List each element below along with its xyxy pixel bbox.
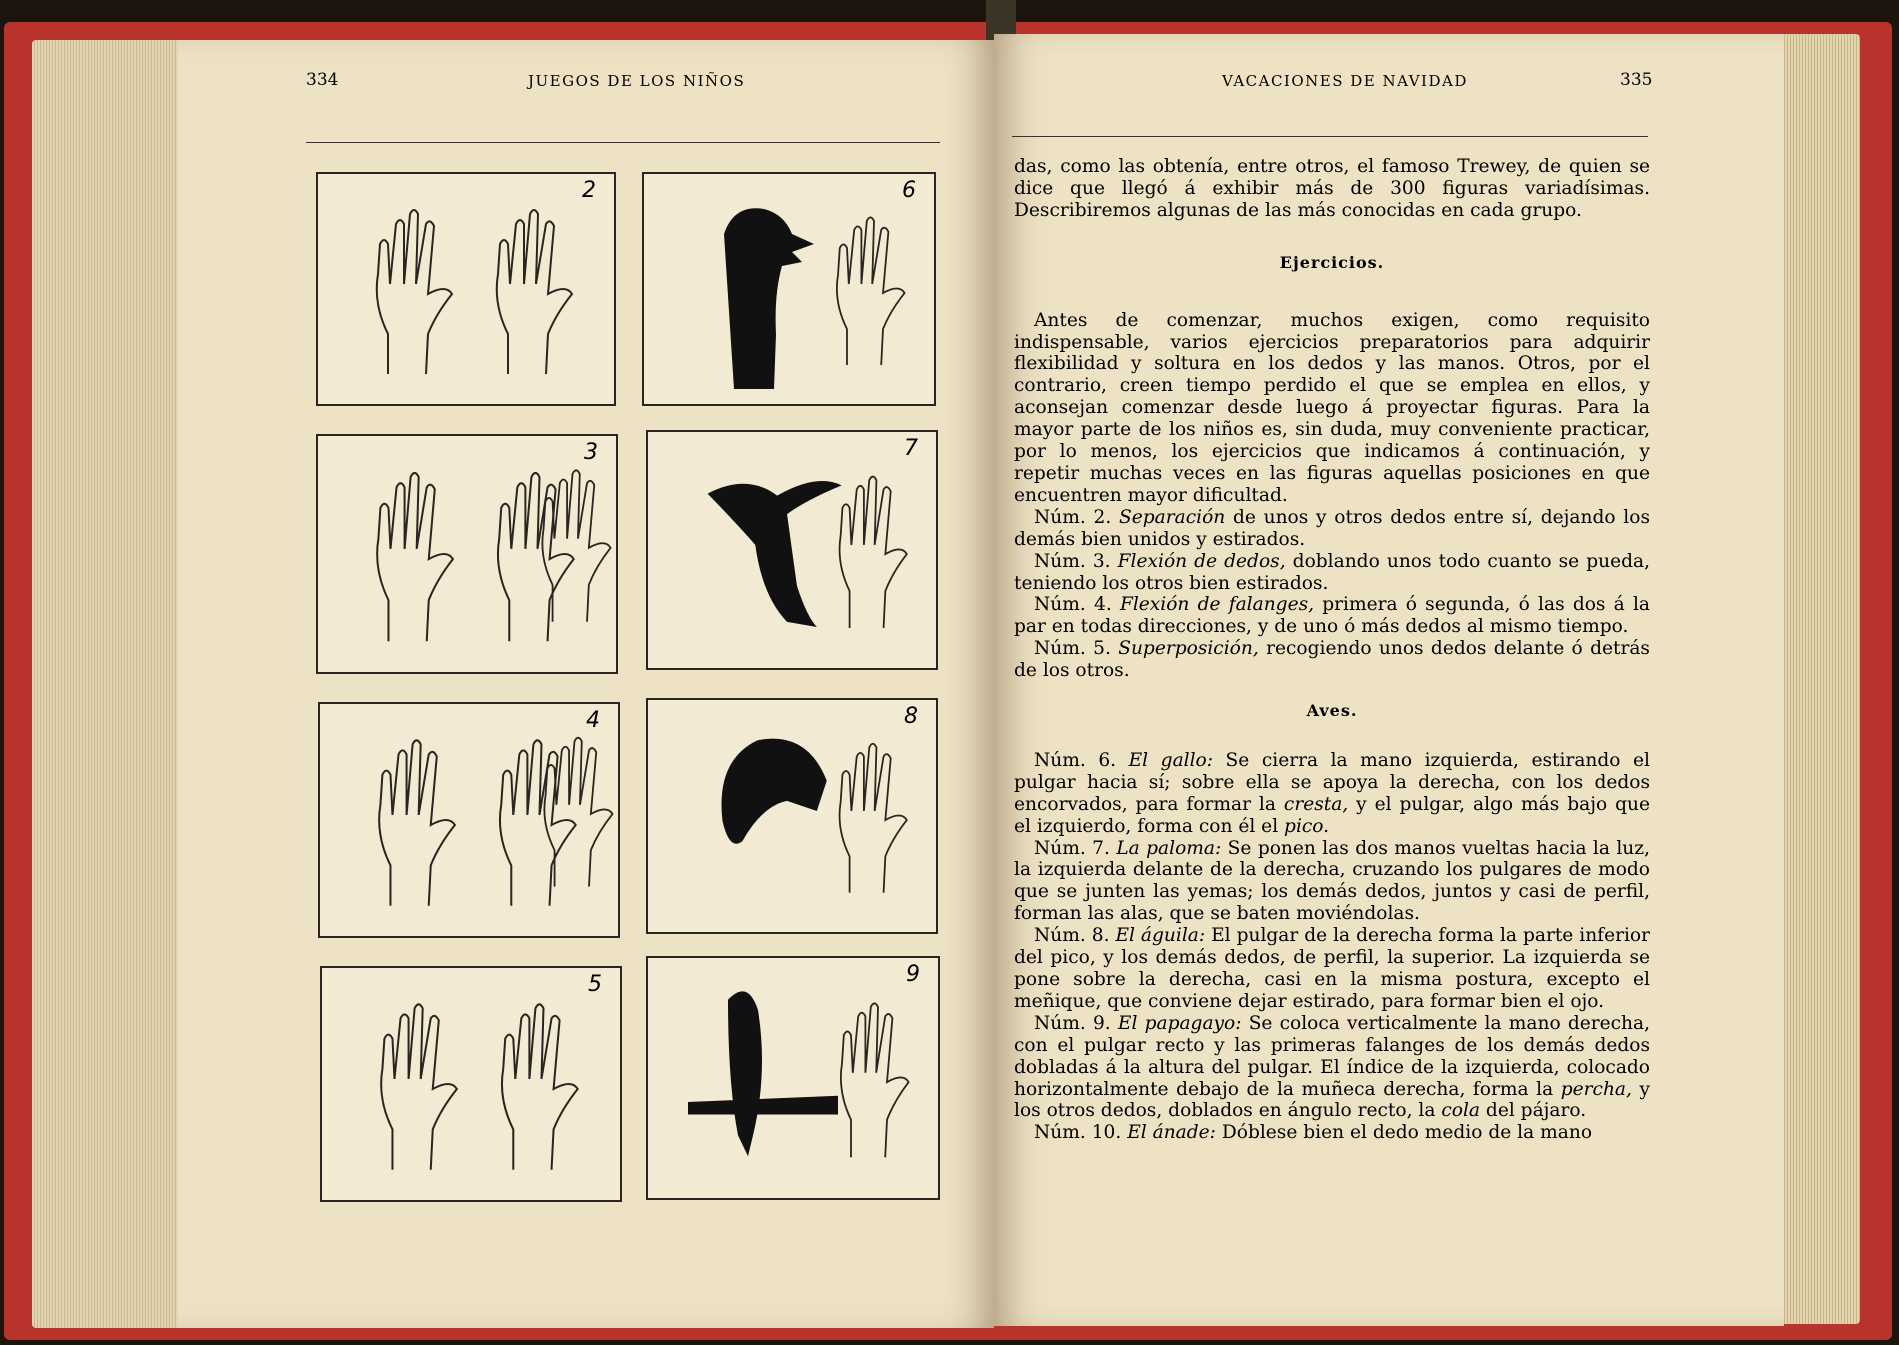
item-number: Núm. 5. bbox=[1034, 638, 1119, 660]
item-text: del pájaro. bbox=[1480, 1100, 1587, 1122]
heading-ejercicios: Ejercicios. bbox=[1279, 252, 1385, 272]
ave-item bbox=[1014, 838, 1650, 926]
item-number: Núm. 7. bbox=[1034, 837, 1117, 859]
item-number: Núm. 4. bbox=[1034, 594, 1120, 616]
item-text: Se ponen las dos manos vueltas hacia la luz, la izquierda delante de la derecha, cruzando los pulgares de modo que se junten las yemas; los demás dedos, juntos y casi de perfil, forman las alas, que se baten moviéndolas. bbox=[1014, 837, 1650, 925]
figure-7 bbox=[646, 430, 938, 670]
figure-5 bbox=[320, 966, 622, 1202]
figure-9 bbox=[646, 956, 940, 1200]
item-text: El pulgar de la derecha forma la parte inferior del pico, y los demás dedos, de perfil, la superior. La izquierda se pone sobre la derecha, casi en la misma postura, excepto el meñique, que conviene dejar estirado, para formar bien el ojo. bbox=[1014, 925, 1650, 1012]
item-number: Núm. 2. bbox=[1034, 506, 1119, 528]
item-number: Núm. 6. bbox=[1034, 749, 1129, 771]
item-title: El gallo: bbox=[1128, 749, 1214, 771]
item-title: Flexión de falanges, bbox=[1119, 594, 1315, 616]
item-number: Núm. 8. bbox=[1034, 925, 1116, 947]
figure-3 bbox=[316, 434, 618, 674]
item-text: Dóblese bien el dedo medio de la mano bbox=[1215, 1122, 1593, 1144]
figure-4 bbox=[318, 702, 620, 938]
aves-list bbox=[1014, 750, 1650, 1144]
item-text: primera ó segunda, ó las dos á la par en todas direcciones, y de uno ó más dedos al mismo tiempo. bbox=[1014, 594, 1650, 638]
item-number: Núm. 9. bbox=[1034, 1012, 1118, 1034]
item-emph: cresta, bbox=[1283, 793, 1349, 815]
item-title: Superposición, bbox=[1118, 638, 1259, 660]
item-title: El águila: bbox=[1115, 925, 1206, 947]
figure-number: 7 bbox=[904, 436, 918, 461]
figure-number: 9 bbox=[906, 962, 920, 987]
ave-item bbox=[1014, 750, 1650, 838]
item-text: Se cierra la mano izquierda, estirando el pulgar hacia sí; sobre ella se apoya la derecha, con los dedos encorvados, para formar la bbox=[1014, 749, 1650, 815]
ejercicios-paragraph: Antes de comenzar, muchos exigen, como requisito indispensable, varios ejercicios preparatorios para adquirir flexibilidad y soltura en los dedos y las manos. Otros, por el contrario, creen tiempo perdido el que se emplea en ellos, y aconsejan comenzar desde luego á proyectar figuras. Para la mayor parte de los niños es, sin duda, muy conveniente practicar, por lo menos, los ejercicios que indicamos á continuación, y repetir muchas veces en las figuras aquellas posiciones en que encuentren mayor dificultad. bbox=[1014, 309, 1650, 506]
ejercicio-item bbox=[1014, 507, 1650, 551]
figure-number: 3 bbox=[584, 440, 598, 465]
ave-item bbox=[1014, 1122, 1650, 1144]
right-text-column bbox=[1014, 156, 1650, 1144]
left-header-rule bbox=[306, 142, 940, 143]
figure-6 bbox=[642, 172, 936, 406]
figure-2 bbox=[316, 172, 616, 406]
item-title: La paloma: bbox=[1116, 837, 1222, 859]
ave-item bbox=[1014, 1013, 1650, 1123]
item-text: Se coloca verticalmente la mano derecha, con el pulgar recto y las primeras falanges de los demás dedos dobladas á la altura del pulgar. El índice de la izquierda, colocado horizontalmente debajo de la muñeca derecha, forma la bbox=[1014, 1012, 1650, 1100]
item-text: recogiendo unos dedos delante ó detrás de los otros. bbox=[1014, 638, 1650, 682]
left-running-head: JUEGOS DE LOS NIÑOS bbox=[528, 72, 746, 90]
ejercicio-item bbox=[1014, 594, 1650, 638]
right-header-rule bbox=[1012, 136, 1648, 137]
heading-aves: Aves. bbox=[1306, 701, 1358, 721]
item-emph: pico. bbox=[1284, 815, 1330, 837]
item-number: Núm. 10. bbox=[1034, 1122, 1128, 1144]
ejercicios-list bbox=[1014, 507, 1650, 682]
figure-number: 5 bbox=[588, 972, 602, 997]
page-edges-left bbox=[32, 40, 182, 1328]
figure-number: 6 bbox=[902, 178, 916, 203]
right-running-head: VACACIONES DE NAVIDAD bbox=[1222, 72, 1468, 90]
ejercicio-item bbox=[1014, 551, 1650, 595]
item-text: de unos y otros dedos entre sí, dejando los demás bien unidos y estirados. bbox=[1014, 506, 1650, 550]
figure-number: 2 bbox=[582, 178, 596, 203]
figure-number: 8 bbox=[904, 704, 918, 729]
ave-item bbox=[1014, 925, 1650, 1013]
item-title: Separación bbox=[1119, 506, 1226, 528]
ejercicio-item bbox=[1014, 638, 1650, 682]
item-emph: percha, bbox=[1560, 1078, 1632, 1100]
item-title: El papagayo: bbox=[1117, 1012, 1242, 1034]
item-number: Núm. 3. bbox=[1034, 550, 1118, 572]
intro-paragraph: das, como las obtenía, entre otros, el famoso Trewey, de quien se dice que llegó á exhibir más de 300 figuras variadísimas. Describiremos algunas de las más conocidas en cada grupo. bbox=[1014, 156, 1650, 221]
figure-8 bbox=[646, 698, 938, 934]
item-emph: cola bbox=[1441, 1100, 1480, 1122]
figure-number: 4 bbox=[586, 708, 600, 733]
right-page-number: 335 bbox=[1620, 70, 1653, 90]
item-title: Flexión de dedos, bbox=[1117, 550, 1286, 572]
item-text: y los otros dedos, doblados en ángulo recto, la bbox=[1014, 1078, 1650, 1122]
item-text: doblando unos todo cuanto se pueda, teniendo los otros bien estirados. bbox=[1014, 550, 1650, 594]
left-page-number: 334 bbox=[306, 70, 339, 90]
item-text: y el pulgar, algo más bajo que el izquierdo, forma con él el bbox=[1014, 793, 1650, 837]
item-title: El ánade: bbox=[1127, 1122, 1216, 1144]
